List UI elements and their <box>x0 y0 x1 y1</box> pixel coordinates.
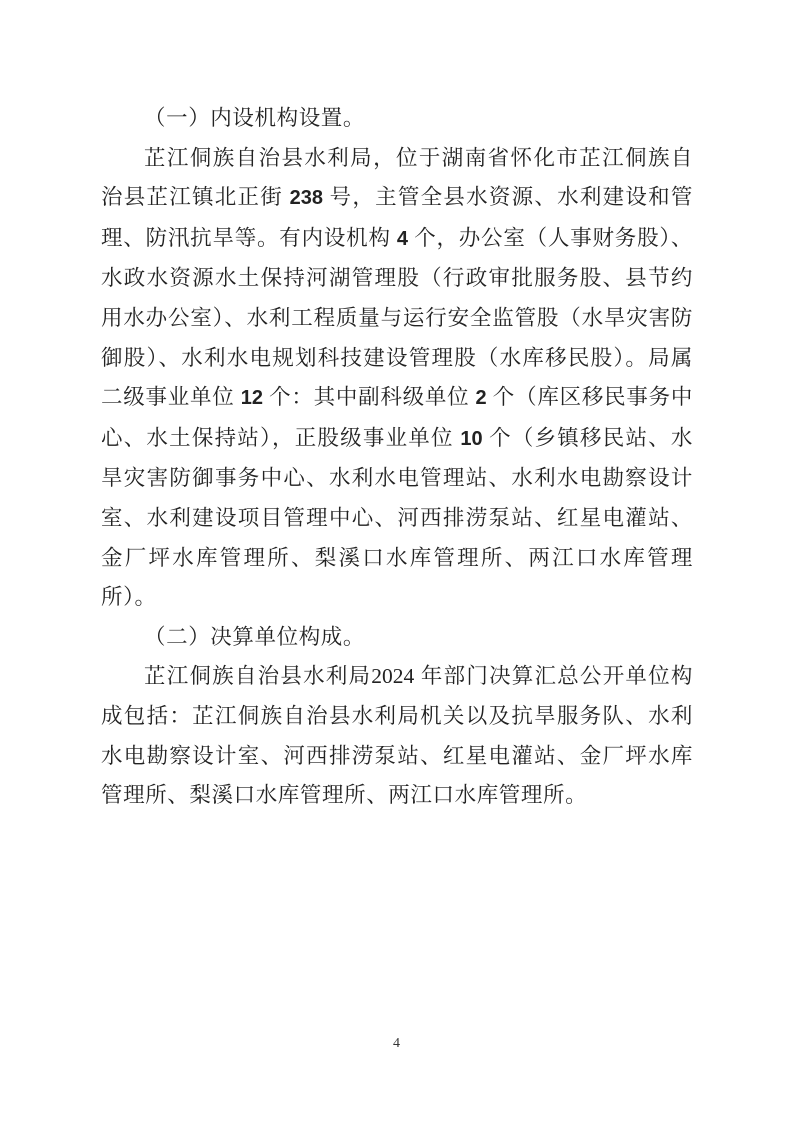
page-number: 4 <box>393 1036 400 1051</box>
page-footer <box>0 1034 793 1054</box>
section-2-heading: （二）决算单位构成。 <box>144 624 366 649</box>
document-body <box>101 99 693 816</box>
section-1-paragraph: 芷江侗族自治县水利局，位于湖南省怀化市芷江侗族自治县芷江镇北正街 238 号，主管全县水资源、水利建设和管理、防汛抗旱等。有内设机构 4 个，办公室（人事财务股）、水政水资源水土保持河湖管理股（行政审批服务股、县节约用水办公室）、水利工程质量与运行安全监管股（水旱灾害防御股）、水利水电规划科技建设管理股（水库移民股）。局属二级事业单位 12 个：其中副科级单位 2 个（库区移民事务中心、水土保持站），正股级事业单位 10 个（乡镇移民站、水旱灾害防御事务中心、水利水电管理站、水利水电勘察设计室、水利建设项目管理中心、河西排涝泵站、红星电灌站、金厂坪水库管理所、梨溪口水库管理所、两江口水库管理所）。 <box>101 145 694 610</box>
section-1-heading: （一）内设机构设置。 <box>144 106 366 130</box>
section-2-paragraph: 芷江侗族自治县水利局2024 年部门决算汇总公开单位构成包括：芷江侗族自治县水利局机关以及抗旱服务队、水利水电勘察设计室、河西排涝泵站、红星电灌站、金厂坪水库管理所、梨溪口水库管理所、两江口水库管理所。 <box>101 664 693 808</box>
